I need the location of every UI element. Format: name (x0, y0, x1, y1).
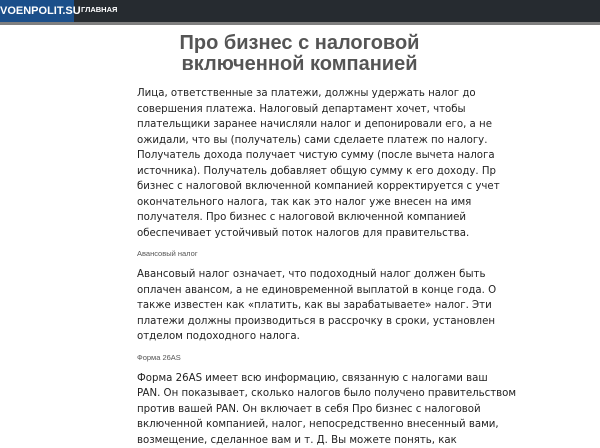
article-content (137, 25, 600, 400)
paragraph-line: Авансовый налог означает, что подоходный налог должен быть (137, 267, 477, 283)
article-title (137, 33, 462, 75)
paragraph-line: Лица, ответственные за платежи, должны удержать налог до (137, 86, 477, 102)
paragraph-line: включенной компанией, налог, непосредственно внесенный вами, (137, 417, 477, 433)
paragraph-line: бизнес с налоговой включенной компанией корректируется с учет (137, 179, 477, 195)
paragraph-line: совершения платежа. Налоговый департамент хочет, чтобы (137, 102, 477, 118)
paragraph-line: против вашей PAN. Он включает в себя Про бизнес с налоговой (137, 402, 477, 418)
paragraph-line: также известен как «платить, как вы зарабатываете» налог. Эти (137, 298, 477, 314)
article-title-line: Про бизнес с налоговой (137, 33, 462, 54)
form-26as-paragraph (137, 371, 477, 448)
paragraph-line: Получатель дохода получает чистую сумму (после вычета налога (137, 148, 477, 164)
top-navigation-bar (0, 0, 600, 22)
intro-paragraph (137, 86, 477, 241)
paragraph-line: Форма 26AS имеет всю информацию, связанную с налогами ваш (137, 371, 477, 387)
paragraph-line: плательщики заранее начисляли налог и депонировали его, а не (137, 117, 477, 133)
paragraph-line: отделом подоходного налога. (137, 329, 477, 345)
paragraph-line: PAN. Он показывает, сколько налогов было получено правительством (137, 386, 477, 402)
section-heading-advance-tax: Авансовый налог (137, 249, 600, 258)
paragraph-line: оплачен авансом, а не единовременной выплатой в конце года. О (137, 283, 477, 299)
advance-tax-paragraph (137, 267, 477, 345)
nav-item-home[interactable]: ГЛАВНАЯ (81, 0, 117, 22)
site-logo-link[interactable]: VOENPOLIT.SU (0, 0, 74, 22)
paragraph-line: ожидали, что вы (получатель) сами сделаете платеж по налогу. (137, 133, 477, 149)
section-heading-form-26as: Форма 26AS (137, 353, 600, 362)
paragraph-line: получателя. Про бизнес с налоговой включенной компанией (137, 210, 477, 226)
paragraph-line: окончательного налога, так как это налог уже внесен на имя (137, 195, 477, 211)
paragraph-line: источника). Получатель добавляет общую сумму к его доходу. Пр (137, 164, 477, 180)
paragraph-line: платежи должны производиться в рассрочку в сроки, установлен (137, 314, 477, 330)
paragraph-line: обеспечивает устойчивый поток налогов для правительства. (137, 226, 477, 242)
article-title-line: включенной компанией (137, 54, 462, 75)
paragraph-line: возмещение, сделанное вам и т. Д. Вы можете понять, как (137, 433, 477, 448)
